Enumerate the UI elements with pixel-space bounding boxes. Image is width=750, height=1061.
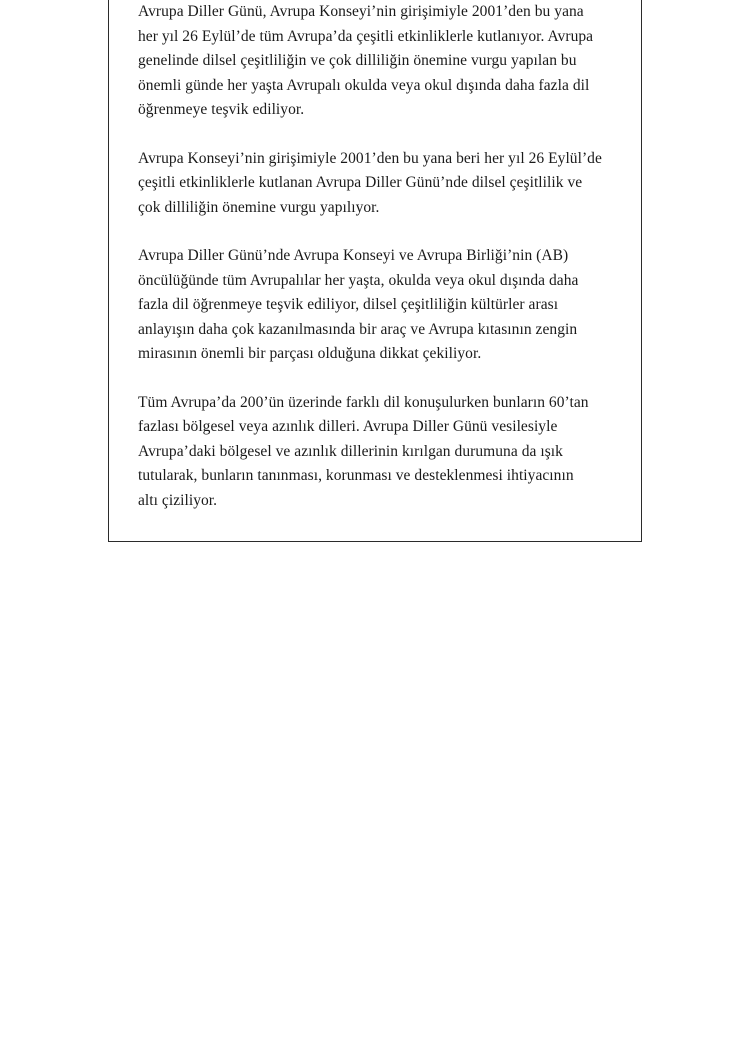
paragraph-line: altı çiziliyor. [138, 491, 218, 509]
paragraph-line: çeşitli etkinliklerle kutlanan Avrupa Diller Günü’nde dilsel çeşitlilik ve [138, 174, 583, 191]
paragraph-line: önemli günde her yaşta Avrupalı okulda veya okul dışında daha fazla dil [138, 76, 590, 94]
paragraph-line: fazlası bölgesel veya azınlık dilleri. Avrupa Diller Günü vesilesiyle [138, 418, 558, 435]
paragraph-line: Avrupa Diller Günü’nde Avrupa Konseyi ve Avrupa Birliği’nin (AB) [138, 247, 569, 264]
article-body [138, 0, 618, 537]
paragraph-line: mirasının önemli bir parçası olduğuna dikkat çekiliyor. [138, 345, 482, 362]
paragraph-line: tutularak, bunların tanınması, korunması ve desteklenmesi ihtiyacının [138, 467, 574, 484]
paragraph-line: Tüm Avrupa’da 200’ün üzerinde farklı dil konuşulurken bunların 60’tan [138, 393, 589, 411]
paragraph-line: öğrenmeye teşvik ediliyor. [138, 101, 305, 118]
paragraph-3 [138, 244, 618, 367]
paragraph-line: Avrupa Diller Günü, Avrupa Konseyi’nin girişimiyle 2001’den bu yana [138, 3, 584, 20]
paragraph-line: öncülüğünde tüm Avrupalılar her yaşta, okulda veya okul dışında daha [138, 271, 579, 289]
article-text-box [108, 0, 642, 542]
paragraph-line: fazla dil öğrenmeye teşvik ediliyor, dilsel çeşitliliğin kültürler arası [138, 296, 559, 313]
paragraph-line: anlayışın daha çok kazanılmasında bir araç ve Avrupa kıtasının zengin [138, 320, 578, 338]
paragraph-2 [138, 147, 618, 221]
paragraph-line: Avrupa Konseyi’nin girişimiyle 2001’den bu yana beri her yıl 26 Eylül’de [138, 149, 602, 167]
paragraph-line: Avrupa’daki bölgesel ve azınlık dillerinin kırılgan durumuna da ışık [138, 442, 563, 460]
paragraph-line: her yıl 26 Eylül’de tüm Avrupa’da çeşitli etkinliklerle kutlanıyor. Avrupa [138, 27, 594, 45]
paragraph-4 [138, 391, 618, 514]
paragraph-1 [138, 0, 618, 123]
paragraph-line: genelinde dilsel çeşitliliğin ve çok dilliliğin önemine vurgu yapılan bu [138, 52, 577, 69]
paragraph-line: çok dilliliğin önemine vurgu yapılıyor. [138, 198, 380, 216]
